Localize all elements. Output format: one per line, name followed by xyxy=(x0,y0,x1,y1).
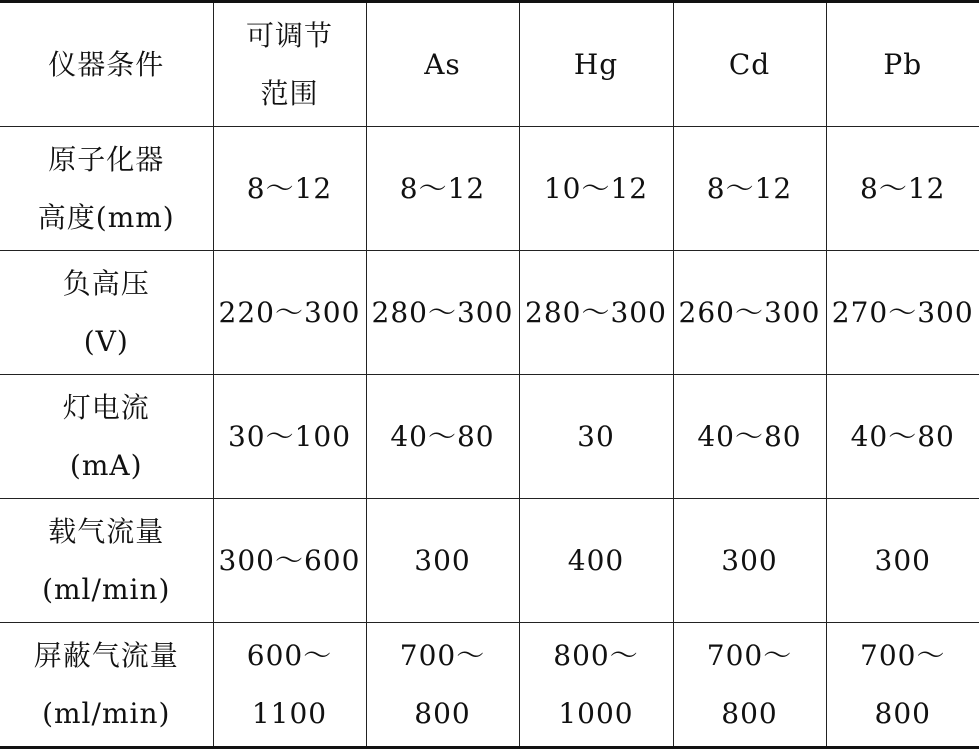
header-cell-cd xyxy=(673,2,826,127)
cell-value: 8～12 xyxy=(860,171,946,205)
table-cell xyxy=(366,251,519,375)
table-row xyxy=(0,127,979,251)
table-cell xyxy=(519,499,673,623)
table-cell xyxy=(826,623,979,748)
row-label: 屏蔽气流量 (ml/min) xyxy=(33,638,179,730)
header-label: Hg xyxy=(573,47,619,81)
cell-value: 30 xyxy=(577,419,615,453)
table-cell xyxy=(519,623,673,748)
cell-value: 280～300 xyxy=(371,295,514,329)
header-label: As xyxy=(424,47,461,81)
cell-value: 270～300 xyxy=(831,295,974,329)
table-cell xyxy=(213,375,366,499)
cell-value: 8～12 xyxy=(706,171,793,205)
cell-value: 220～300 xyxy=(218,295,361,329)
header-cell-pb xyxy=(826,2,979,127)
cell-value: 280～300 xyxy=(525,295,667,329)
header-label: 仪器条件 xyxy=(48,47,165,81)
table-cell xyxy=(213,127,366,251)
row-label-cell xyxy=(0,375,213,499)
cell-value: 10～12 xyxy=(543,171,649,205)
header-cell-as xyxy=(366,2,519,127)
table-row xyxy=(0,375,979,499)
header-cell-hg xyxy=(519,2,673,127)
table-cell xyxy=(673,623,826,748)
table-cell xyxy=(673,499,826,623)
cell-value: 40～80 xyxy=(697,419,802,453)
cell-value: 8～12 xyxy=(246,171,333,205)
cell-value: 30～100 xyxy=(227,419,352,453)
table-cell xyxy=(213,623,366,748)
cell-value: 40～80 xyxy=(390,419,495,453)
cell-value: 700～ 800 xyxy=(399,638,486,730)
cell-value: 700～ 800 xyxy=(860,638,946,730)
table-cell xyxy=(366,623,519,748)
table-cell xyxy=(826,499,979,623)
cell-value: 40～80 xyxy=(850,419,955,453)
table-cell xyxy=(213,499,366,623)
table-cell xyxy=(519,251,673,375)
cell-value: 400 xyxy=(567,543,625,577)
header-cell-condition xyxy=(0,2,213,127)
table-cell xyxy=(826,251,979,375)
cell-value: 260～300 xyxy=(678,295,821,329)
row-label-cell xyxy=(0,127,213,251)
row-label-cell xyxy=(0,499,213,623)
row-label: 负高压 (V) xyxy=(62,266,150,358)
cell-value: 700～ 800 xyxy=(706,638,793,730)
cell-value: 300 xyxy=(721,543,778,577)
row-label: 载气流量 (ml/min) xyxy=(42,514,171,606)
table-row xyxy=(0,499,979,623)
row-label: 原子化器 高度(mm) xyxy=(37,142,175,234)
cell-value: 300 xyxy=(874,543,931,577)
cell-value: 600～ 1100 xyxy=(246,638,333,730)
table-cell xyxy=(826,127,979,251)
row-label-cell xyxy=(0,251,213,375)
header-label: Pb xyxy=(883,47,923,81)
table-cell xyxy=(366,375,519,499)
cell-value: 300 xyxy=(414,543,471,577)
table-cell xyxy=(519,375,673,499)
table-cell xyxy=(366,499,519,623)
cell-value: 8～12 xyxy=(399,171,486,205)
table-cell xyxy=(826,375,979,499)
table-cell xyxy=(366,127,519,251)
header-cell-range xyxy=(213,2,366,127)
table-header-row xyxy=(0,2,979,127)
table-row xyxy=(0,251,979,375)
header-label: 可调节 范围 xyxy=(245,18,333,110)
table-cell xyxy=(673,251,826,375)
row-label-cell xyxy=(0,623,213,748)
table-row xyxy=(0,623,979,748)
table-cell xyxy=(519,127,673,251)
cell-value: 300～600 xyxy=(218,543,361,577)
table-cell xyxy=(213,251,366,375)
header-label: Cd xyxy=(728,47,771,81)
table-cell xyxy=(673,375,826,499)
row-label: 灯电流 (mA) xyxy=(62,390,150,482)
cell-value: 800～ 1000 xyxy=(553,638,639,730)
table-cell xyxy=(673,127,826,251)
